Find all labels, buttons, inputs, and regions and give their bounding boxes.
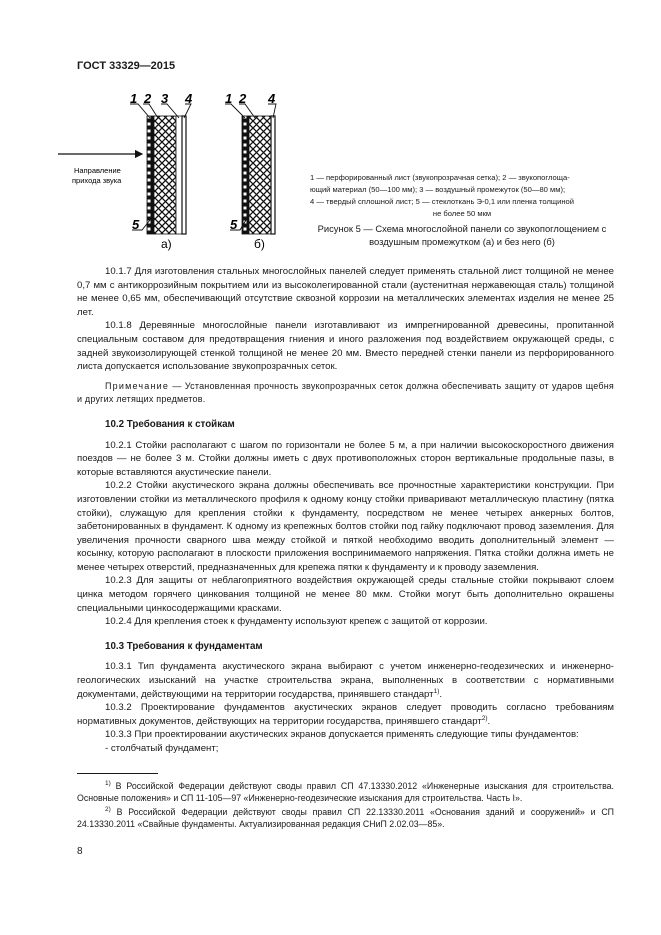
label-a-1: 1 xyxy=(130,91,138,106)
footnote-text: В Российской Федерации действуют своды правил СП 22.13330.2011 «Основания зданий и сооружений» и СП 24.13330.2011 «Свайные фундаменты. Актуализированная редакция СНиП 2.02.03—85». xyxy=(77,807,614,829)
solid-sheet-b xyxy=(271,116,275,234)
footnote-marker-1: 1) xyxy=(105,780,111,788)
paragraph-10-2-4: 10.2.4 Для крепления стоек к фундаменту используют крепеж с защитой от коррозии. xyxy=(105,616,488,628)
perforated-sheet-b xyxy=(242,116,249,234)
arrow-label-line1: Направление xyxy=(74,166,121,175)
figure-legend xyxy=(310,172,614,220)
legend-line: не более 50 мкм xyxy=(432,209,492,218)
panel-diagram xyxy=(50,86,310,256)
body-text xyxy=(77,265,614,756)
sub-label-b: б) xyxy=(254,237,265,251)
panel-b xyxy=(242,116,275,234)
label-b-5: 5 xyxy=(230,217,238,232)
paragraph-10-2-2: 10.2.2 Стойки акустического экрана должны обеспечивать все прочностные характеристики конструкции. При изготовлении стойки из металлического профиля к одному концу стойки приваривают металлическую пластину (пятка стойки), служащую для крепления стойки к фундаменту, посредством не менее четырех анкерных болтов, забетонированных в фундамент. К одному из крепежных болтов стойки под гайку подключают провод заземления. Для увеличения прочности сварного шва между стойкой и пяткой необходимо вводить дополнительный элемент — косынку, которую располагают в плоскости приложения воспринимаемого напряжения. Пятка стойки должна иметь не менее четырех отверстий, предназначенных для крепежа пятки к фундаменту и к проводу заземления. xyxy=(77,480,614,573)
air-gap-a xyxy=(176,116,182,234)
list-item: - столбчатый фундамент; xyxy=(105,743,219,754)
paragraph-10-1-7: 10.1.7 Для изготовления стальных многослойных панелей следует применять стальной лист толщиной не менее 0,7 мм с антикоррозийным покрытием или из высоколегированной стали (аустенитная нержавеющая сталь) толщиной не менее 0,65 мм, обеспечивающий отсутствие сквозной коррозии на металлических элементах изделия не менее 25 лет. xyxy=(77,266,614,318)
note xyxy=(77,380,614,407)
perforated-sheet-a xyxy=(147,116,154,234)
period: . xyxy=(487,715,491,727)
label-b-2: 2 xyxy=(239,91,247,106)
note-label: Примечание xyxy=(105,380,170,391)
paragraph-10-1-8: 10.1.8 Деревянные многослойные панели изготавливают из импрегнированной древесины, пропитанной специальным составом для предотвращения гниения и иного разложения под воздействием окружающей среды, с задней звукоизолирующей стенкой толщиной не менее 20 мм. Вместо передней стенки панели из перфорированного листа допускается использование звукопрозрачных сеток. xyxy=(77,320,614,373)
footnote-2 xyxy=(77,806,614,830)
page-number: 8 xyxy=(77,846,83,857)
footnote-marker-2: 2) xyxy=(105,806,111,814)
period: . xyxy=(439,688,443,700)
footnote-divider xyxy=(77,773,158,774)
paragraph-10-3-1 xyxy=(77,660,614,701)
solid-sheet-a xyxy=(182,116,186,234)
note-text: — Установленная прочность звукопрозрачных сеток должна обеспечивать защиту от ударов щебня и других летящих предметов. xyxy=(77,380,614,405)
sub-label-a: а) xyxy=(161,237,172,251)
figure-5 xyxy=(50,86,310,256)
section-10-2-heading: 10.2 Требования к стойкам xyxy=(105,418,235,430)
footnotes xyxy=(77,780,614,830)
panel-a xyxy=(147,116,186,234)
paragraph-10-3-2 xyxy=(77,701,614,728)
legend-line: ющий материал (50—100 мм); 3 — воздушный промежуток (50—80 мм); xyxy=(310,185,566,194)
absorber-b xyxy=(249,116,271,234)
paragraph-10-2-3: 10.2.3 Для защиты от неблагоприятного воздействия окружающей среды стальные стойки покрывают слоем цинка методом горячего цинкования толщиной не менее 80 мкм. Стойки могут быть дополнительно окрашены специальными цинкосодержащими красками. xyxy=(77,575,614,614)
document-header: ГОСТ 33329—2015 xyxy=(77,60,176,72)
label-b-4: 4 xyxy=(268,91,276,106)
section-10-3-heading: 10.3 Требования к фундаментам xyxy=(105,640,263,652)
paragraph-10-3-3: 10.3.3 При проектировании акустических экранов допускается применять следующие типы фундаментов: xyxy=(105,729,579,741)
label-b-1: 1 xyxy=(225,91,233,106)
footnote-1 xyxy=(77,780,614,804)
label-a-2: 2 xyxy=(144,91,152,106)
arrow-label-line2: прихода звука xyxy=(72,176,122,185)
figure-caption: Рисунок 5 — Схема многослойной панели со звукопоглощением с воздушным промежутком (а) и без него (б) xyxy=(317,223,607,247)
label-a-5: 5 xyxy=(132,217,140,232)
footnote-text: В Российской Федерации действуют своды правил СП 47.13330.2012 «Инженерные изыскания для строительства. Основные положения» и СП 11-105—97 «Инженерно-геодезические изыскания для строительства. Часть I». xyxy=(77,781,614,803)
legend-line: 4 — твердый сплошной лист; 5 — стеклоткань Э-0,1 или пленка толщиной xyxy=(310,197,575,206)
legend-line: 1 — перфорированный лист (звукопрозрачная сетка); 2 — звукопоглоща- xyxy=(310,173,570,182)
absorber-a xyxy=(154,116,176,234)
footnote-ref-2: 2) xyxy=(481,714,488,722)
footnote-ref-1: 1) xyxy=(433,687,440,695)
label-a-3: 3 xyxy=(161,91,169,106)
paragraph-text: 10.3.2 Проектирование фундаментов акустических экранов следует проводить согласно требованиям нормативных документов, действующих на территории государства, принявшего стандарт xyxy=(77,702,614,727)
paragraph-10-2-1: 10.2.1 Стойки располагают с шагом по горизонтали не более 5 м, а при наличии высокоскоростного движения поездов — не более 3 м. Стойки должны иметь с двух противоположных сторон вертикальные продольные пазы, в которые вставляются акустические панели. xyxy=(77,439,614,478)
label-a-4: 4 xyxy=(185,91,193,106)
paragraph-text: 10.3.1 Тип фундамента акустического экрана выбирают с учетом инженерно-геодезических и инженерно-геологических изысканий на участке строительства экрана, выполненных в соответствии с нормативными документами, действующими на территории государства, принявшего стандарт xyxy=(77,661,614,700)
